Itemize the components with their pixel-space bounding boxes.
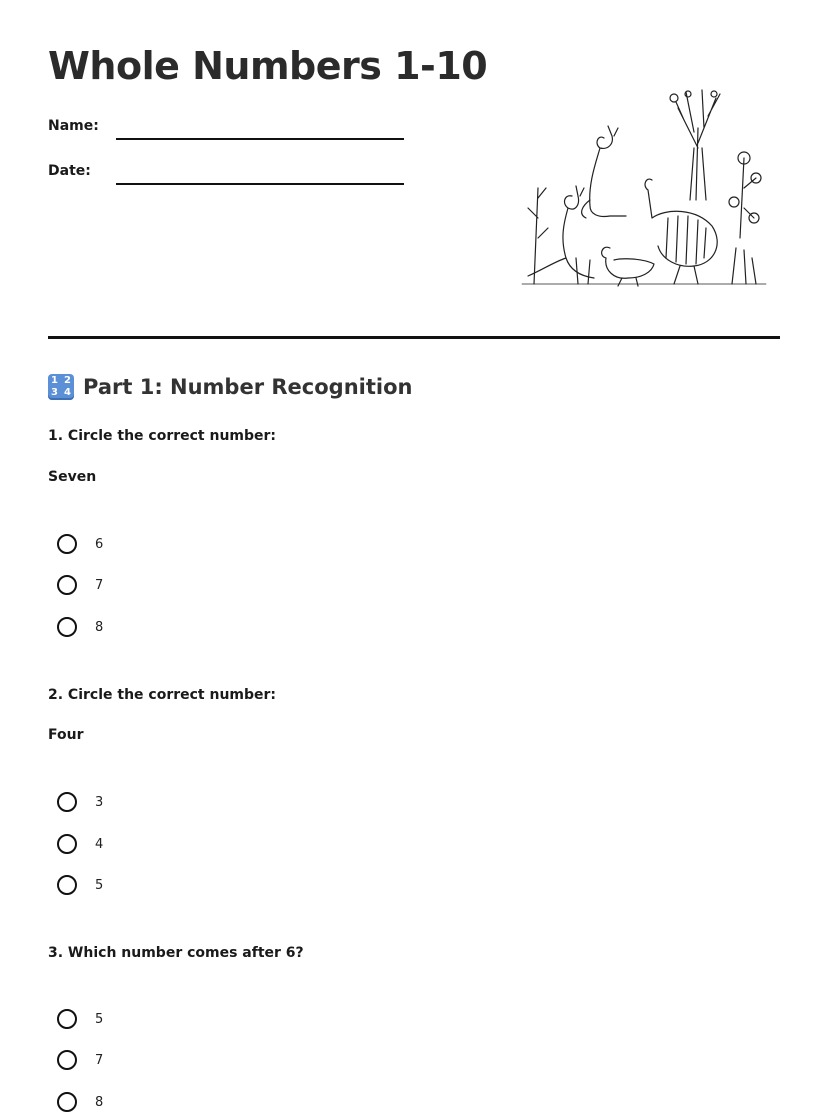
radio-circle[interactable] [57, 1050, 77, 1070]
option-label: 5 [95, 877, 104, 893]
question-3-option-c[interactable] [57, 1090, 103, 1114]
option-label: 7 [95, 577, 104, 593]
question-2-word: Four [48, 727, 84, 743]
question-3-option-a[interactable] [57, 1007, 103, 1031]
option-label: 5 [95, 1011, 104, 1027]
option-label: 8 [95, 619, 104, 635]
question-2-option-a[interactable] [57, 790, 103, 814]
radio-circle[interactable] [57, 575, 77, 595]
part-1-heading [48, 374, 412, 400]
radio-circle[interactable] [57, 617, 77, 637]
question-1-option-c[interactable] [57, 615, 103, 639]
date-underline[interactable] [116, 183, 404, 185]
question-1-word: Seven [48, 469, 97, 485]
part-1-title: Part 1: Number Recognition [83, 375, 413, 399]
option-label: 7 [95, 1052, 104, 1068]
question-1-option-b[interactable] [57, 573, 103, 597]
section-divider [48, 336, 780, 339]
radio-circle[interactable] [57, 1009, 77, 1029]
question-3-option-b[interactable] [57, 1048, 103, 1072]
animals-illustration [518, 88, 770, 288]
name-underline[interactable] [116, 138, 404, 140]
option-label: 4 [95, 836, 104, 852]
input-numbers-icon: 1 2 3 4 [48, 374, 74, 400]
option-label: 6 [95, 536, 104, 552]
question-3-text: 3. Which number comes after 6? [48, 945, 304, 961]
question-2-option-c[interactable] [57, 873, 103, 897]
radio-circle[interactable] [57, 875, 77, 895]
question-1-text: 1. Circle the correct number: [48, 428, 277, 444]
question-2-option-b[interactable] [57, 832, 103, 856]
date-label: Date: [48, 163, 91, 179]
option-label: 8 [95, 1094, 104, 1110]
radio-circle[interactable] [57, 534, 77, 554]
name-label: Name: [48, 118, 99, 134]
radio-circle[interactable] [57, 792, 77, 812]
question-2-text: 2. Circle the correct number: [48, 687, 277, 703]
radio-circle[interactable] [57, 834, 77, 854]
option-label: 3 [95, 794, 104, 810]
page-title: Whole Numbers 1-10 [48, 44, 488, 88]
radio-circle[interactable] [57, 1092, 77, 1112]
question-1-option-a[interactable] [57, 532, 103, 556]
